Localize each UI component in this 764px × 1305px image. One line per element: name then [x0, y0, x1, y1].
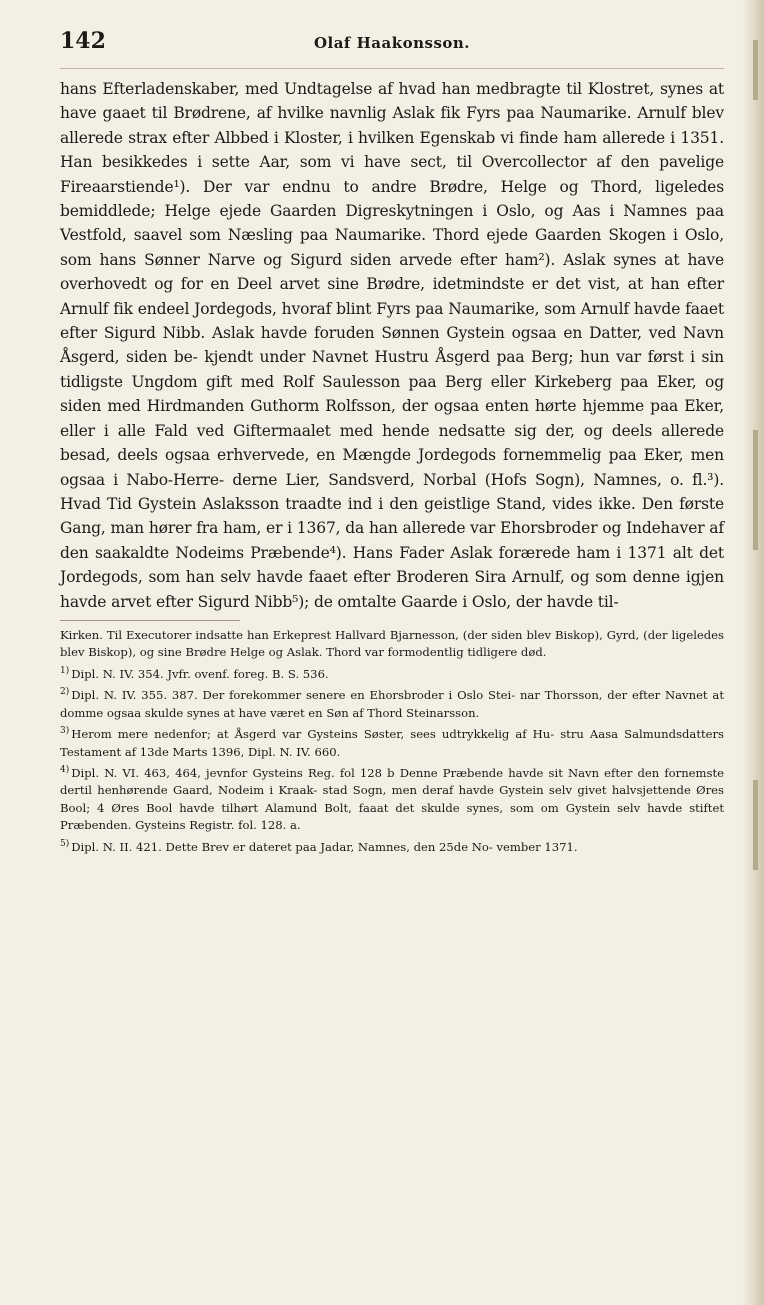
footnote-continuation: Kirken. Til Executorer indsatte han Erkeprest Hallvard Bjarnesson, (der siden blev Biskop), Gyrd, (der ligeledes blev Biskop), og sine Brødre Helge og Aslak. Thord var formodentlig tidligere død.: [60, 627, 724, 660]
edge-mark: [753, 780, 758, 870]
footnote-text: Dipl. N. IV. 355. 387. Der forekommer senere en Ehorsbroder i Oslo Stei- nar Thorsson, der efter Navnet at domme ogsaa skulde synes at have været en Søn af Thord Steinarsson.: [60, 688, 724, 720]
footnote-text: Dipl. N. VI. 463, 464, jevnfor Gysteins Reg. fol 128 b Denne Præbende havde sit Navn efter den fornemste dertil henhørende Gaard, Nodeim i Kraak- stad Sogn, men deraf havde Gystein selv givet halvsjettende Øres Bool; 4 Øres Bool havde tilhørt Alamund Bolt, faaat det skulde synes, som om Gystein selv havde stiftet Præbenden. Gysteins Registr. fol. 128. a.: [60, 765, 724, 833]
footnote-text: Dipl. N. II. 421. Dette Brev er dateret paa Jadar, Namnes, den 25de No- vember 1371.: [71, 839, 578, 854]
footnote-3: [60, 723, 724, 761]
body-paragraph: hans Efterladenskaber, med Undtagelse af hvad han medbragte til Klostret, synes at have gaaet til Brødrene, af hvilke navnlig Aslak fik Fyrs paa Naumarike. Arnulf blev allerede strax efter Albbed i Kloster, i hvilken Egenskab vi finde ham allerede i 1351. Han besikkedes i sette Aar, som vi have sect, til Overcollector af den pavelige Fireaarstiende¹). Der var endnu to andre Brødre, Helge og Thord, ligeledes bemiddlede; Helge ejede Gaarden Digreskytningen i Oslo, og Aas i Namnes paa Vestfold, saavel som Næsling paa Naumarike. Thord ejede Gaarden Skogen i Oslo, som hans Sønner Narve og Sigurd siden arvede efter ham²). Aslak synes at have overhovedt og for en Deel arvet sine Brødre, idetmindste er det vist, at han efter Arnulf fik endeel Jordegods, hvoraf blint Fyrs paa Naumarike, som Arnulf havde faaet efter Sigurd Nibb. Aslak havde foruden Sønnen Gystein ogsaa en Datter, ved Navn Åsgerd, siden be- kjendt under Navnet Hustru Åsgerd paa Berg; hun var først i sin tidligste Ungdom gift med Rolf Saulesson paa Berg eller Kirkeberg paa Eker, og siden med Hirdmanden Guthorm Rolfsson, der ogsaa enten hørte hjemme paa Eker, eller i alle Fald ved Giftermaalet med hende nedsatte sig der, og deels allerede besad, deels ogsaa erhvervede, en Mængde Jordegods fornemmelig paa Eker, men ogsaa i Nabo-Herre- derne Lier, Sandsverd, Norbal (Hofs Sogn), Namnes, o. fl.³). Hvad Tid Gystein Aslaksson traadte ind i den geistlige Stand, vides ikke. Den første Gang, man hører fra ham, er i 1367, da han allerede var Ehorsbroder og Indehaver af den saakaldte Nodeims Præbende⁴). Hans Fader Aslak forærede ham i 1371 alt det Jordegods, som han selv havde faaet efter Broderen Sira Arnulf, og som denne igjen havde arvet efter Sigurd Nibb⁵); de omtalte Gaarde i Oslo, der havde til-: [60, 80, 724, 611]
page-edge: [742, 0, 764, 1305]
footnote-mark: 1): [60, 665, 70, 676]
footnotes: [60, 627, 724, 856]
main-text: [60, 77, 724, 614]
edge-mark: [753, 430, 758, 550]
footnote-2: [60, 684, 724, 722]
footnote-4: [60, 762, 724, 835]
page-header: [60, 28, 724, 69]
page-number: 142: [60, 28, 106, 54]
footnote-mark: 4): [60, 765, 70, 776]
footnote-mark: 2): [60, 687, 70, 698]
footnote-mark: 5): [60, 838, 70, 849]
footnote-1: [60, 663, 724, 683]
footnote-text: Dipl. N. IV. 354. Jvfr. ovenf. foreg. B. S. 536.: [71, 666, 329, 681]
footnote-divider: [60, 620, 240, 621]
footnote-mark: 3): [60, 726, 70, 737]
footnote-text: Herom mere nedenfor; at Åsgerd var Gysteins Søster, sees udtrykkelig af Hu- stru Aasa Salmundsdatters Testament af 13de Marts 1396, Dipl. N. IV. 660.: [60, 727, 724, 759]
footnote-5: [60, 836, 724, 856]
edge-mark: [753, 40, 758, 100]
running-title: Olaf Haakonsson.: [313, 34, 471, 52]
